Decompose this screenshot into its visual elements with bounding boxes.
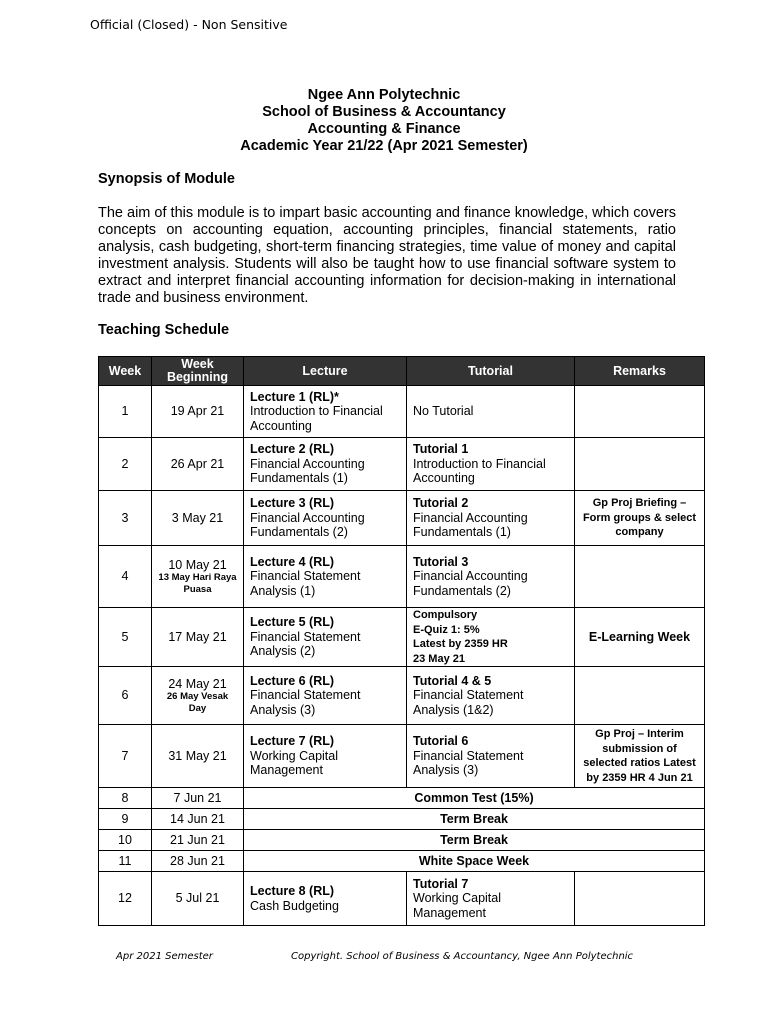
lecture-cell <box>244 438 407 491</box>
remarks-cell: Gp Proj Briefing – Form groups & select company <box>575 491 705 546</box>
tutorial-cell <box>407 438 575 491</box>
lecture-title: Lecture 2 (RL) <box>250 442 335 457</box>
merged-event-cell: Term Break <box>244 809 705 830</box>
lecture-topic: Working Capital Management <box>250 748 339 778</box>
lecture-topic: Financial Accounting Fundamentals (1) <box>250 456 365 486</box>
column-header: Week Beginning <box>152 357 244 386</box>
tutorial-topic: Introduction to Financial Accounting <box>413 456 546 486</box>
academic-year: Academic Year 21/22 (Apr 2021 Semester) <box>240 138 528 154</box>
date-cell: 14 Jun 21 <box>152 809 244 830</box>
date-cell <box>152 667 244 725</box>
merged-event-cell: White Space Week <box>244 851 705 872</box>
lecture-topic: Introduction to Financial Accounting <box>250 404 383 433</box>
module-name: Accounting & Finance <box>307 121 461 137</box>
date-cell: 5 Jul 21 <box>152 872 244 926</box>
lecture-cell <box>244 725 407 788</box>
tutorial-topic: Working Capital Management <box>413 891 502 920</box>
column-header: Week <box>99 357 152 386</box>
week-cell: 2 <box>99 438 152 491</box>
week-cell: 6 <box>99 667 152 725</box>
table-row <box>99 830 705 851</box>
tutorial-cell <box>407 386 575 438</box>
lecture-title: Lecture 7 (RL) <box>250 734 335 749</box>
holiday-note: 26 May Vesak Day <box>166 691 229 714</box>
table-row <box>99 438 705 491</box>
tutorial-cell <box>407 725 575 788</box>
table-row <box>99 725 705 788</box>
tutorial-cell <box>407 667 575 725</box>
week-cell: 1 <box>99 386 152 438</box>
week-cell: 11 <box>99 851 152 872</box>
lecture-title: Lecture 6 (RL) <box>250 673 335 688</box>
remarks-cell <box>575 667 705 725</box>
lecture-title: Lecture 1 (RL)* <box>250 389 339 404</box>
lecture-cell <box>244 386 407 438</box>
merged-event-cell: Term Break <box>244 830 705 851</box>
tutorial-cell <box>407 608 575 667</box>
table-row <box>99 809 705 830</box>
lecture-topic: Financial Statement Analysis (3) <box>250 688 361 717</box>
week-cell: 3 <box>99 491 152 546</box>
lecture-cell <box>244 546 407 608</box>
tutorial-cell <box>407 546 575 608</box>
date-cell: 3 May 21 <box>152 491 244 546</box>
remarks-cell: E-Learning Week <box>575 608 705 667</box>
week-cell: 7 <box>99 725 152 788</box>
column-header: Tutorial <box>407 357 575 386</box>
table-row <box>99 788 705 809</box>
week-cell: 9 <box>99 809 152 830</box>
lecture-topic: Cash Budgeting <box>250 898 339 913</box>
remarks-cell: Gp Proj – Interim submission of selected ratios Latest by 2359 HR 4 Jun 21 <box>575 725 705 788</box>
footer-copyright: Copyright. School of Business & Accountancy, Ngee Ann Polytechnic <box>291 951 634 962</box>
table-row <box>99 872 705 926</box>
date-cell: 31 May 21 <box>152 725 244 788</box>
synopsis-text: The aim of this module is to impart basic accounting and finance knowledge, which covers concepts on accounting equation, accounting principles, financial statements, ratio analysis, cash budgeting, short-term financing strategies, time value of money and capital investment analysis. Students will also be taught how to use financial software system to extract and interpret financial accounting information for decision-making in international trade and business environment. <box>98 205 676 306</box>
week-cell: 10 <box>99 830 152 851</box>
quiz-line: 23 May 21 <box>413 652 465 665</box>
table-row <box>99 386 705 438</box>
classification-label: Official (Closed) - Non Sensitive <box>90 17 288 32</box>
date-value: 10 May 21 <box>168 557 227 572</box>
tutorial-title: Tutorial 4 & 5 <box>413 673 492 688</box>
lecture-cell <box>244 491 407 546</box>
tutorial-title: Tutorial 7 <box>413 876 469 891</box>
remarks-cell <box>575 438 705 491</box>
date-cell: 19 Apr 21 <box>152 386 244 438</box>
date-value: 24 May 21 <box>168 676 227 691</box>
remarks-cell <box>575 386 705 438</box>
week-cell: 5 <box>99 608 152 667</box>
week-cell: 4 <box>99 546 152 608</box>
tutorial-topic: Financial Statement Analysis (1&2) <box>413 688 524 717</box>
school-name: School of Business & Accountancy <box>262 104 506 120</box>
column-header: Lecture <box>244 357 407 386</box>
quiz-line: E-Quiz 1: 5% <box>413 623 480 636</box>
lecture-title: Lecture 5 (RL) <box>250 615 335 630</box>
tutorial-cell <box>407 872 575 926</box>
teaching-schedule-table <box>98 356 705 926</box>
tutorial-topic: Financial Accounting Fundamentals (2) <box>413 569 528 598</box>
table-row <box>99 851 705 872</box>
tutorial-title: Tutorial 6 <box>413 734 469 749</box>
tutorial-topic: No Tutorial <box>413 404 474 419</box>
lecture-title: Lecture 8 (RL) <box>250 884 335 898</box>
table-row <box>99 546 705 608</box>
table-row <box>99 491 705 546</box>
column-header: Remarks <box>575 357 705 386</box>
remarks-cell <box>575 872 705 926</box>
tutorial-cell <box>407 491 575 546</box>
date-cell: 26 Apr 21 <box>152 438 244 491</box>
synopsis-heading: Synopsis of Module <box>98 171 235 187</box>
document-title <box>0 87 768 155</box>
quiz-line: Latest by 2359 HR <box>413 638 508 650</box>
lecture-cell <box>244 667 407 725</box>
tutorial-topic: Financial Accounting Fundamentals (1) <box>413 510 528 540</box>
tutorial-title: Tutorial 2 <box>413 496 469 511</box>
institution-name: Ngee Ann Polytechnic <box>307 87 461 103</box>
week-cell: 12 <box>99 872 152 926</box>
lecture-cell <box>244 608 407 667</box>
table-header-row <box>99 357 705 386</box>
date-cell: 17 May 21 <box>152 608 244 667</box>
holiday-note: 13 May Hari Raya Puasa <box>158 572 237 595</box>
table-row <box>99 667 705 725</box>
quiz-line: Compulsory <box>413 609 478 621</box>
merged-event-cell: Common Test (15%) <box>244 788 705 809</box>
tutorial-topic: Financial Statement Analysis (3) <box>413 748 524 778</box>
lecture-topic: Financial Statement Analysis (2) <box>250 629 361 659</box>
schedule-heading: Teaching Schedule <box>98 322 230 338</box>
lecture-topic: Financial Statement Analysis (1) <box>250 569 361 598</box>
table-row <box>99 608 705 667</box>
lecture-title: Lecture 4 (RL) <box>250 554 335 569</box>
date-cell: 28 Jun 21 <box>152 851 244 872</box>
tutorial-title: Tutorial 3 <box>413 554 469 569</box>
lecture-topic: Financial Accounting Fundamentals (2) <box>250 510 365 540</box>
week-cell: 8 <box>99 788 152 809</box>
lecture-title: Lecture 3 (RL) <box>250 496 335 511</box>
date-cell: 21 Jun 21 <box>152 830 244 851</box>
footer-semester: Apr 2021 Semester <box>116 951 213 962</box>
lecture-cell <box>244 872 407 926</box>
tutorial-title: Tutorial 1 <box>413 442 469 457</box>
date-cell <box>152 546 244 608</box>
date-cell: 7 Jun 21 <box>152 788 244 809</box>
remarks-cell <box>575 546 705 608</box>
